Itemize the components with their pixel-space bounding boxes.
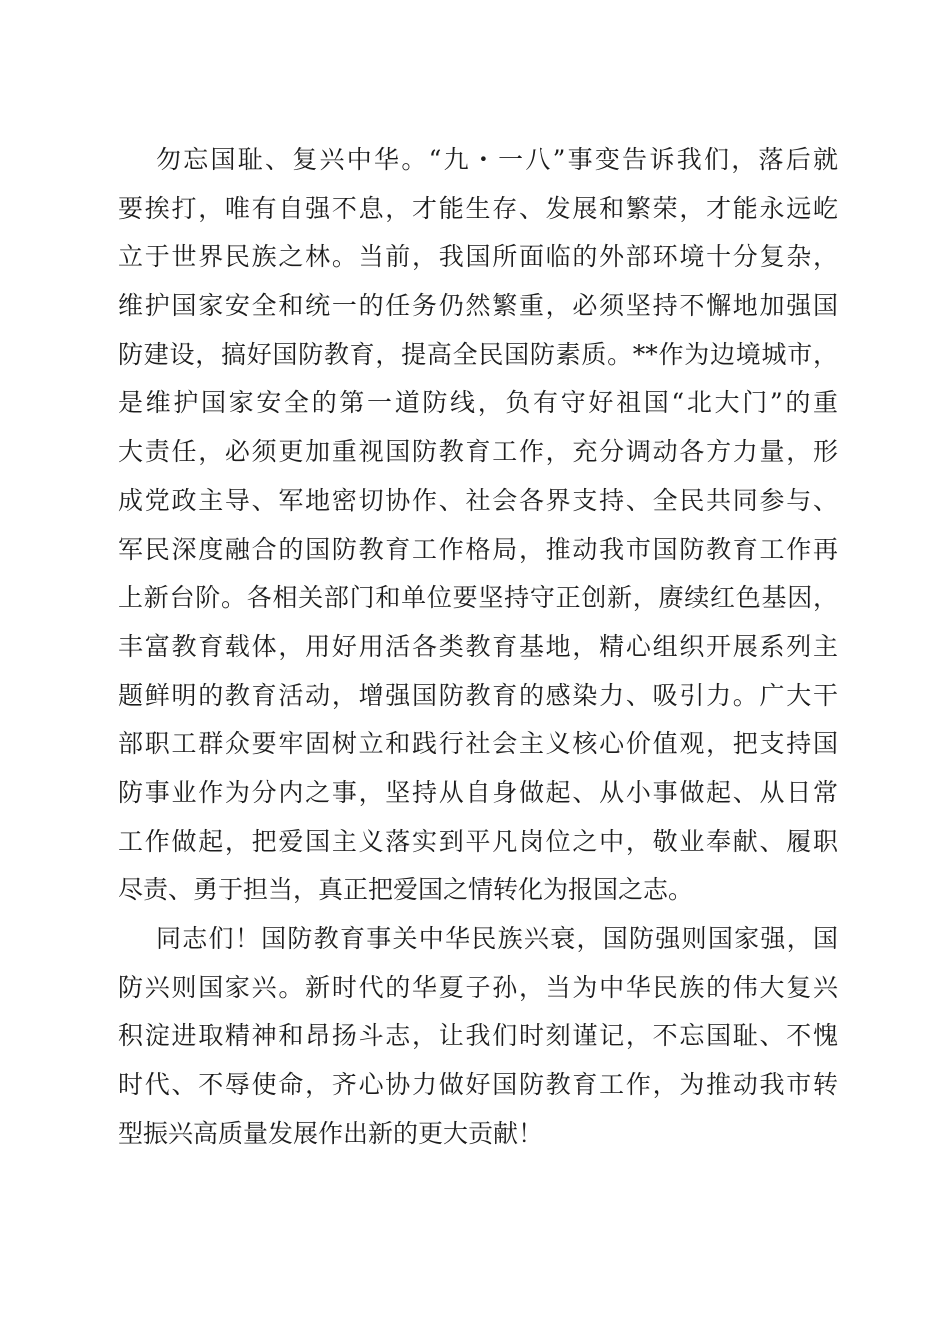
paragraph-1 [118, 136, 838, 915]
text-line: 上新台阶。各相关部门和单位要坚持守正创新，赓续红色基因， [118, 583, 838, 613]
text-line: 成党政主导、军地密切协作、社会各界支持、全民共同参与、 [118, 485, 838, 515]
text-line: 大责任，必须更加重视国防教育工作，充分调动各方力量，形 [118, 437, 838, 467]
text-line: 尽责、勇于担当，真正把爱国之情转化为报国之志。 [118, 875, 694, 905]
text-line: 防建设，搞好国防教育，提高全民国防素质。**作为边境城市， [118, 339, 838, 369]
text-line: 题鲜明的教育活动，增强国防教育的感染力、吸引力。广大干 [118, 680, 838, 710]
text-line: 积淀进取精神和昂扬斗志，让我们时刻谨记，不忘国耻、不愧 [118, 1021, 838, 1051]
text-line: 同志们！国防教育事关中华民族兴衰，国防强则国家强，国 [156, 924, 838, 953]
paragraph-2 [118, 915, 838, 1158]
text-line: 型振兴高质量发展作出新的更大贡献！ [118, 1118, 544, 1148]
text-line: 勿忘国耻、复兴中华。“九・一八”事变告诉我们，落后就 [156, 145, 838, 174]
text-line: 时代、不辱使命，齐心协力做好国防教育工作，为推动我市转 [118, 1070, 838, 1100]
document-body [118, 136, 838, 1158]
text-line: 军民深度融合的国防教育工作格局，推动我市国防教育工作再 [118, 534, 838, 564]
text-line: 防事业作为分内之事，坚持从自身做起、从小事做起、从日常 [118, 777, 838, 807]
text-line: 工作做起，把爱国主义落实到平凡岗位之中，敬业奉献、履职 [118, 826, 838, 856]
text-line: 立于世界民族之林。当前，我国所面临的外部环境十分复杂， [118, 242, 838, 272]
text-line: 防兴则国家兴。新时代的华夏子孙，当为中华民族的伟大复兴 [118, 972, 838, 1002]
text-line: 是维护国家安全的第一道防线，负有守好祖国“北大门”的重 [118, 388, 838, 418]
text-line: 要挨打，唯有自强不息，才能生存、发展和繁荣，才能永远屹 [118, 193, 838, 223]
text-line: 维护国家安全和统一的任务仍然繁重，必须坚持不懈地加强国 [118, 291, 838, 321]
text-line: 部职工群众要牢固树立和践行社会主义核心价值观，把支持国 [118, 729, 838, 759]
text-line: 丰富教育载体，用好用活各类教育基地，精心组织开展系列主 [118, 631, 838, 661]
